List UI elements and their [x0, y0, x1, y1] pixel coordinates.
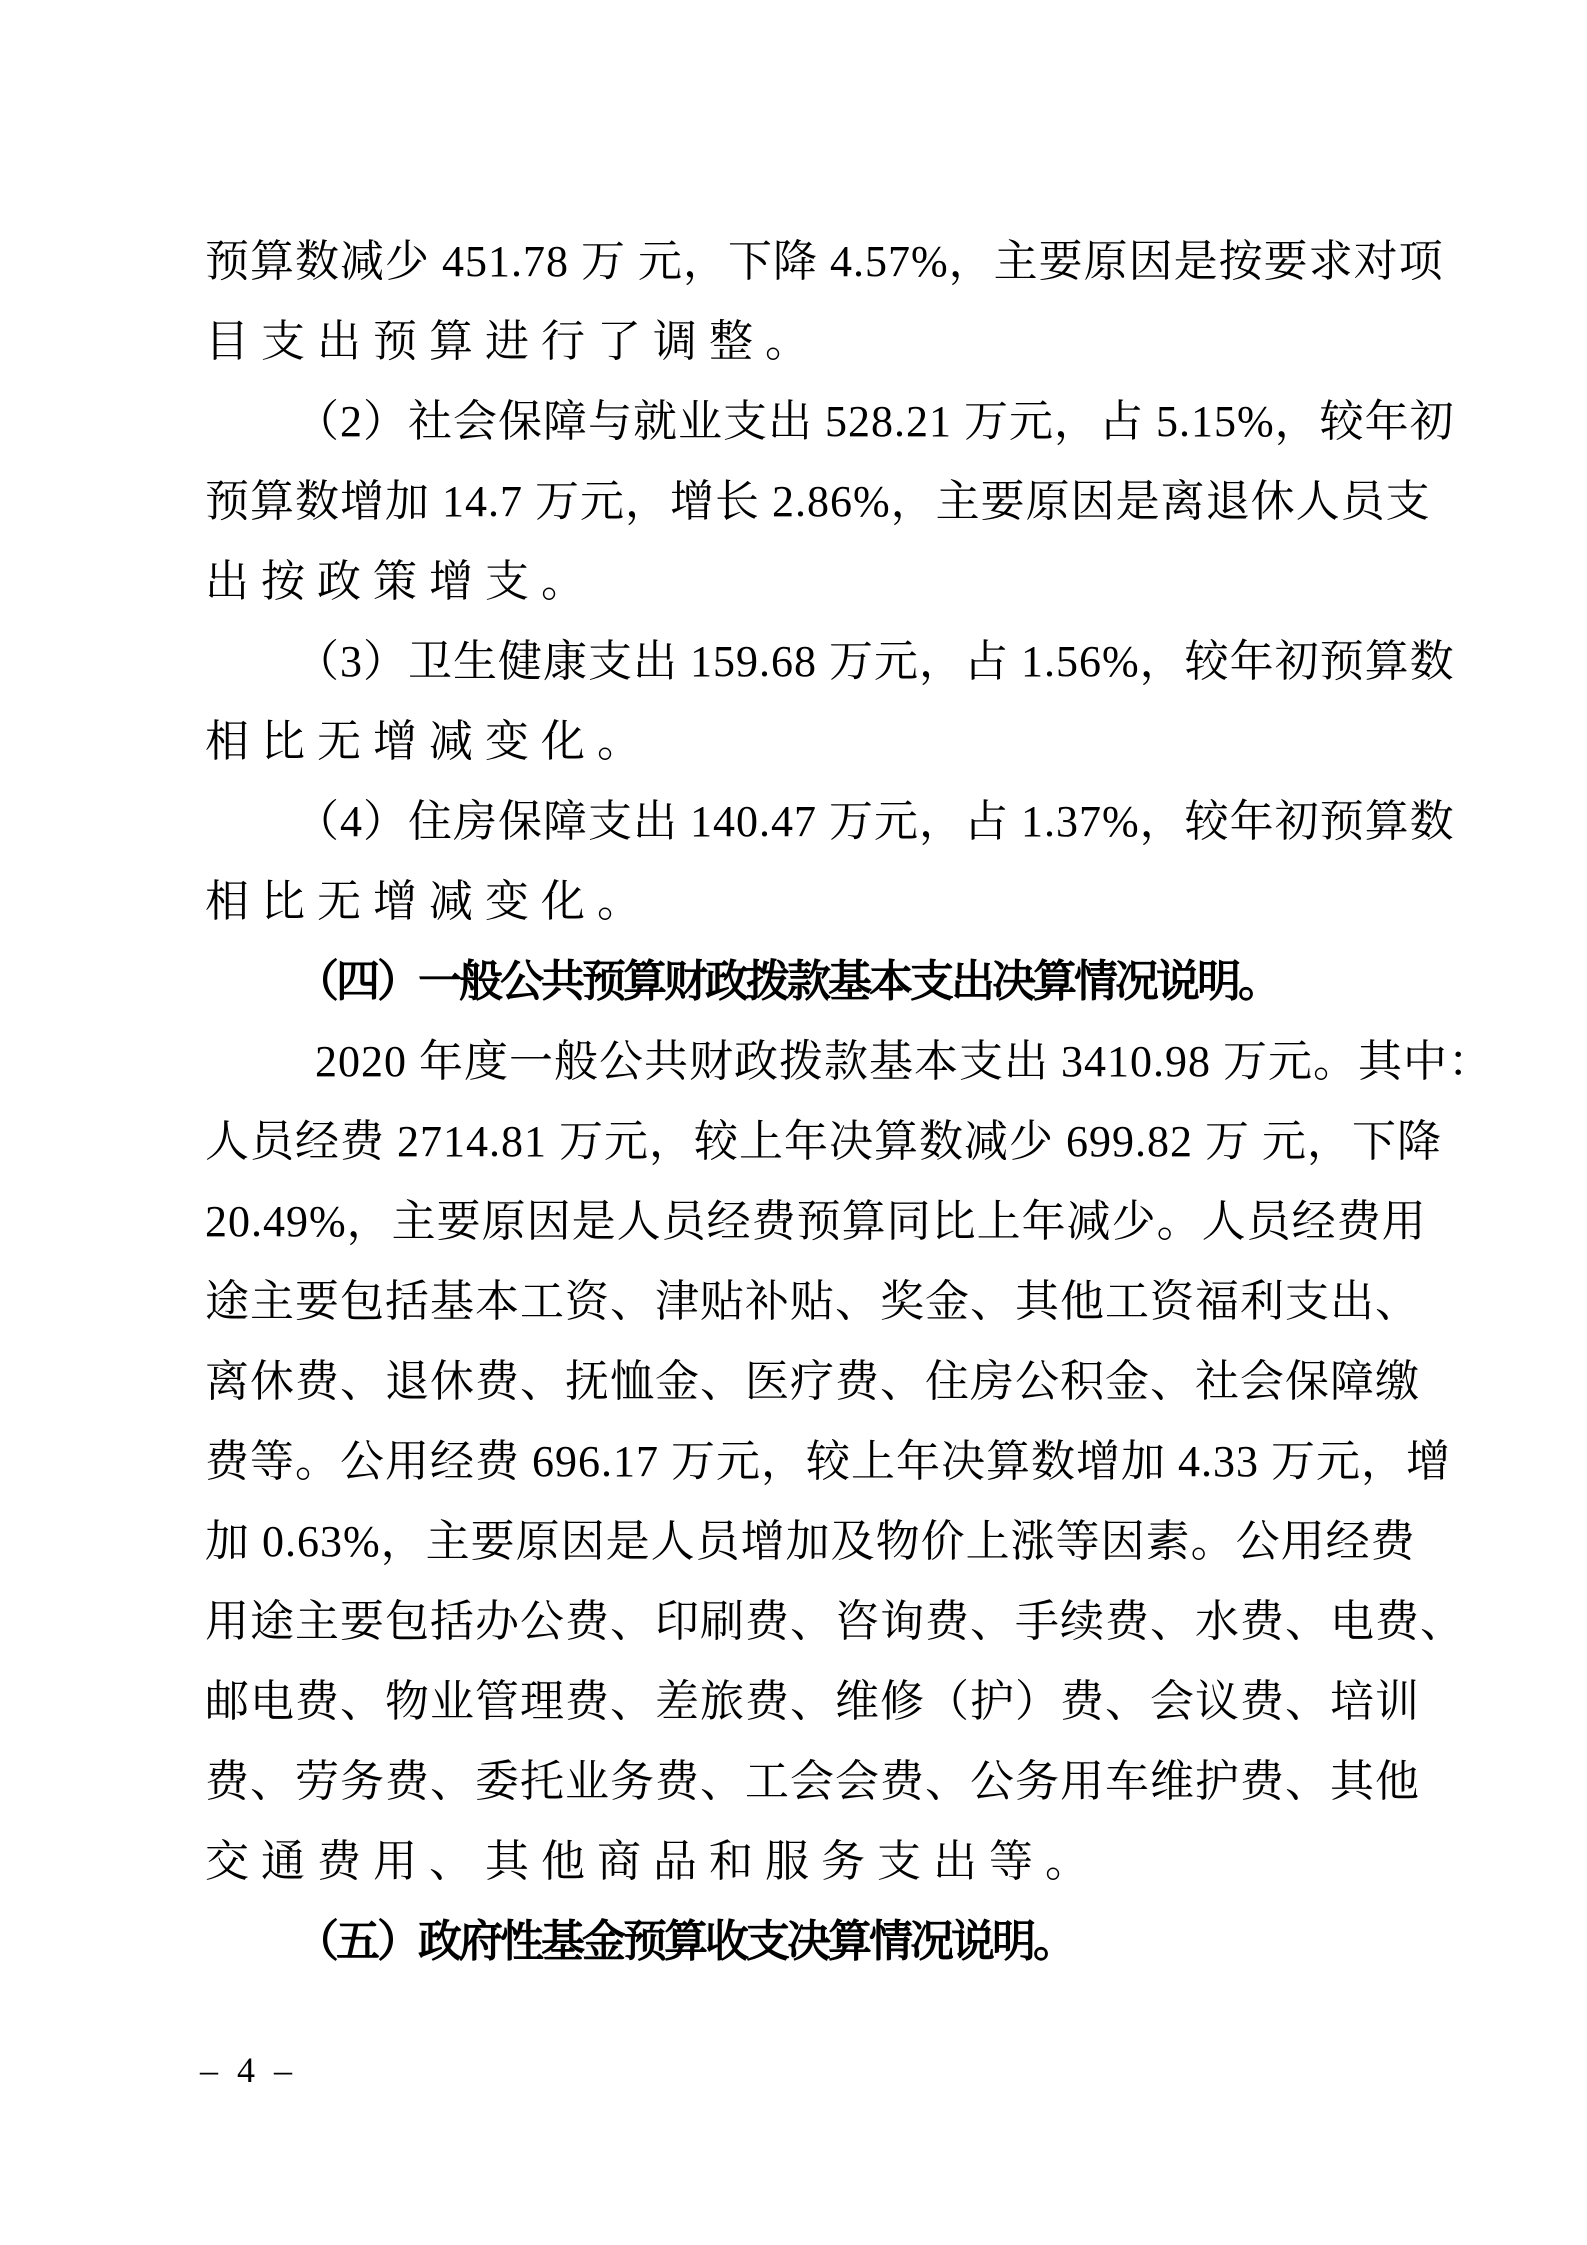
- text-line: （3）卫生健康支出 159.68 万元，占 1.56%，较年初预算数: [295, 637, 1455, 686]
- text-line: 2020 年度一般公共财政拨款基本支出 3410.98 万元。其中：: [315, 1037, 1493, 1086]
- text-line: （2）社会保障与就业支出 528.21 万元，占 5.15%，较年初: [295, 397, 1455, 446]
- document-body: [205, 222, 1493, 1982]
- text-line: 途主要包括基本工资、津贴补贴、奖金、其他工资福利支出、: [205, 1277, 1420, 1326]
- text-line: （4）住房保障支出 140.47 万元，占 1.37%，较年初预算数: [295, 797, 1455, 846]
- text-line: 目支出预算进行了调整。: [205, 317, 821, 366]
- section-heading-line: （四）一般公共预算财政拨款基本支出决算情况说明。: [295, 957, 1279, 1006]
- text-line: 预算数减少 451.78 万 元，下降 4.57%，主要原因是按要求对项: [205, 237, 1444, 286]
- text-line: 用途主要包括办公费、印刷费、咨询费、手续费、水费、电费、: [205, 1597, 1465, 1646]
- page-number: – 4 –: [200, 2050, 297, 2090]
- text-line: 加 0.63%，主要原因是人员增加及物价上涨等因素。公用经费: [205, 1517, 1416, 1566]
- text-line: 离休费、退休费、抚恤金、医疗费、住房公积金、社会保障缴: [205, 1357, 1420, 1406]
- section-heading-line: （五）政府性基金预算收支决算情况说明。: [295, 1917, 1074, 1966]
- text-line: 费等。公用经费 696.17 万元，较上年决算数增加 4.33 万元，增: [205, 1437, 1451, 1486]
- text-line: 20.49%，主要原因是人员经费预算同比上年减少。人员经费用: [205, 1197, 1427, 1246]
- text-line: 相比无增减变化。: [205, 877, 653, 926]
- text-line: 交通费用、其他商品和服务支出等。: [205, 1837, 1101, 1886]
- text-line: 邮电费、物业管理费、差旅费、维修（护）费、会议费、培训: [205, 1677, 1420, 1726]
- text-line: 出按政策增支。: [205, 557, 597, 606]
- text-line: 相比无增减变化。: [205, 717, 653, 766]
- text-line: 费、劳务费、委托业务费、工会会费、公务用车维护费、其他: [205, 1757, 1420, 1806]
- text-line: 人员经费 2714.81 万元，较上年决算数减少 699.82 万 元，下降: [205, 1117, 1442, 1166]
- text-line: 预算数增加 14.7 万元，增长 2.86%，主要原因是离退休人员支: [205, 477, 1431, 526]
